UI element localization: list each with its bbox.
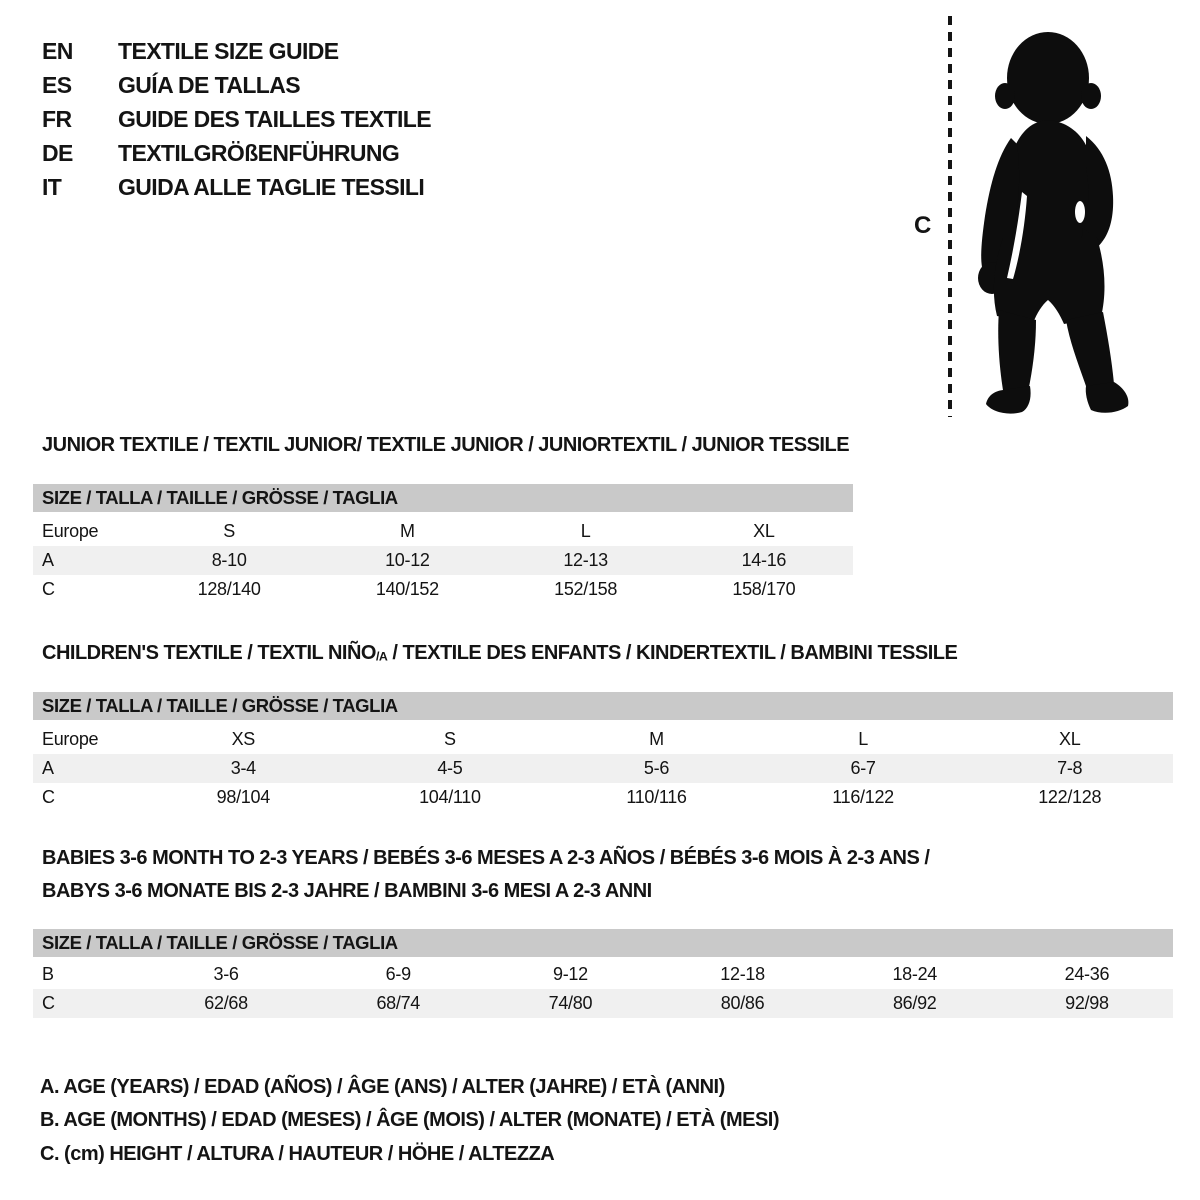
age-cell: 14-16	[741, 550, 787, 570]
lang-title: GUÍA DE TALLAS	[118, 72, 300, 98]
height-cell: 68/74	[376, 993, 421, 1013]
size-cell: S	[223, 521, 235, 541]
children-title-rest: / TEXTILE DES ENFANTS / KINDERTEXTIL / BAMBINI TESSILE	[387, 642, 958, 664]
size-cell: L	[858, 729, 868, 749]
junior-section-title: JUNIOR TEXTILE / TEXTIL JUNIOR/ TEXTILE JUNIOR / JUNIORTEXTIL / JUNIOR TESSILE	[42, 434, 850, 456]
size-header-band: SIZE / TALLA / TAILLE / GRÖSSE / TAGLIA	[33, 929, 1173, 957]
junior-size-table	[33, 484, 853, 604]
lang-title: TEXTILGRÖßENFÜHRUNG	[118, 140, 400, 166]
height-cell: 74/80	[548, 993, 593, 1013]
months-cell: 9-12	[553, 964, 588, 984]
age-cell: 12-13	[563, 550, 608, 570]
row-label: C	[42, 993, 55, 1013]
age-cell: 4-5	[437, 758, 463, 778]
height-cell: 152/158	[554, 579, 618, 599]
height-cell: 128/140	[197, 579, 261, 599]
lang-row-fr	[42, 102, 431, 136]
legend-line-a: A. AGE (YEARS) / EDAD (AÑOS) / ÂGE (ANS) / ALTER (JAHRE) / ETÀ (ANNI)	[40, 1076, 725, 1098]
lang-title: GUIDE DES TAILLES TEXTILE	[118, 106, 431, 132]
row-label: Europe	[42, 521, 99, 541]
table-row-age	[33, 754, 1173, 783]
age-cell: 6-7	[850, 758, 876, 778]
table-row-height	[33, 783, 1173, 812]
children-section-title	[42, 642, 957, 665]
height-cell: 140/152	[375, 579, 439, 599]
row-label: B	[42, 964, 54, 984]
size-cell: S	[444, 729, 456, 749]
size-header-band: SIZE / TALLA / TAILLE / GRÖSSE / TAGLIA	[33, 692, 1173, 720]
height-cell: 122/128	[1038, 787, 1102, 807]
height-cell: 86/92	[892, 993, 937, 1013]
babies-section-title	[42, 842, 929, 908]
lang-code: FR	[42, 106, 72, 132]
table-row-height	[33, 989, 1173, 1018]
table-row-age	[33, 546, 853, 575]
legend-block	[40, 1071, 779, 1171]
babies-title-line1: BABIES 3-6 MONTH TO 2-3 YEARS / BEBÉS 3-6 MESES A 2-3 AÑOS / BÉBÉS 3-6 MOIS À 2-3 ANS /	[42, 847, 930, 869]
size-cell: XS	[231, 729, 255, 749]
language-title-block	[42, 34, 431, 204]
lang-code: IT	[42, 174, 62, 200]
table-row-months	[33, 960, 1173, 989]
months-cell: 3-6	[213, 964, 239, 984]
table-row-europe	[33, 725, 1173, 754]
children-title-suffix: /A	[375, 649, 388, 664]
row-label: C	[42, 579, 55, 599]
size-cell: M	[649, 729, 664, 749]
legend-line-c: C. (cm) HEIGHT / ALTURA / HAUTEUR / HÖHE / ALTEZZA	[40, 1142, 555, 1165]
height-measure-label: C	[914, 212, 932, 239]
row-label: C	[42, 787, 55, 807]
age-cell: 3-4	[230, 758, 256, 778]
height-cell: 80/86	[720, 993, 765, 1013]
row-label: A	[42, 758, 54, 778]
size-cell: XL	[753, 521, 775, 541]
babies-size-table	[33, 929, 1173, 1018]
size-cell: XL	[1058, 729, 1081, 749]
legend-line-b: B. AGE (MONTHS) / EDAD (MESES) / ÂGE (MOIS) / ALTER (MONATE) / ETÀ (MESI)	[40, 1109, 780, 1132]
months-cell: 18-24	[892, 964, 938, 984]
months-cell: 6-9	[385, 964, 411, 984]
lang-code: DE	[42, 140, 73, 166]
toddler-silhouette-icon	[966, 20, 1138, 418]
babies-title-line2: BABYS 3-6 MONATE BIS 2-3 JAHRE / BAMBINI 3-6 MESI A 2-3 ANNI	[42, 880, 652, 902]
age-cell: 10-12	[385, 550, 430, 570]
lang-row-it	[42, 170, 431, 204]
height-cell: 98/104	[216, 787, 270, 807]
height-cell: 62/68	[204, 993, 248, 1013]
table-row-europe	[33, 517, 853, 546]
size-cell: L	[580, 521, 591, 541]
age-cell: 7-8	[1057, 758, 1083, 778]
age-cell: 5-6	[643, 758, 670, 778]
lang-title: TEXTILE SIZE GUIDE	[118, 38, 339, 64]
lang-code: EN	[42, 38, 73, 64]
height-cell: 116/122	[832, 787, 894, 807]
height-cell: 92/98	[1065, 993, 1109, 1013]
table-row-height	[33, 575, 853, 604]
months-cell: 24-36	[1064, 964, 1110, 984]
height-cell: 158/170	[732, 579, 796, 599]
lang-title: GUIDA ALLE TAGLIE TESSILI	[118, 174, 425, 200]
age-cell: 8-10	[211, 550, 247, 570]
children-size-table	[33, 692, 1173, 812]
lang-row-de	[42, 136, 431, 170]
lang-code: ES	[42, 72, 72, 98]
size-cell: M	[400, 521, 415, 541]
lang-row-en	[42, 34, 431, 68]
height-cell: 104/110	[419, 787, 481, 807]
height-cell: 110/116	[626, 787, 687, 807]
months-cell: 12-18	[720, 964, 765, 984]
lang-row-es	[42, 68, 431, 102]
children-title-main: CHILDREN'S TEXTILE / TEXTIL NIÑO	[42, 642, 376, 664]
size-header-band: SIZE / TALLA / TAILLE / GRÖSSE / TAGLIA	[33, 484, 853, 512]
height-measure-dashed-line	[948, 16, 952, 417]
row-label: A	[42, 550, 54, 570]
row-label: Europe	[42, 729, 99, 749]
